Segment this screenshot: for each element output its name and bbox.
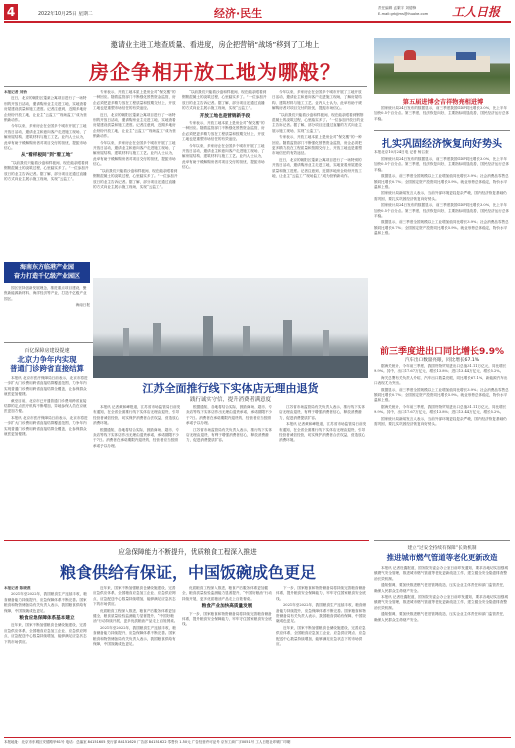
top-article-text-col1: 本报记者 刘怡 近日，北京的朝阳区蓬莱公寓项目进行了一场特别的开放日活动，邀请购房业主走进工地，实地查看房屋建设质量和施工进度。记者注意到，近期多地房企纷纷开放工地，让业主“云监工”“现场监工”成为营销新动作。 今年以来，多家房企在全国多个城市开展了工地开放日活动，邀请业主和意向客户走进施工现场，了解房屋结构、建筑材料与施工工艺。业内人士认为，此举有助于缓解购房者对项目交付的担忧，提振市场信心。 从“看样板间”到“看工地” “以前我们只能看沙盘和样板间，现在能亲眼看到钢筋混凝土的浇筑过程，心里踏实多了。”一位参加开放日的业主告诉记者。据了解，部分项目还通过直播的方式向业主展示施工现场，实现“云监工”。: [4, 90, 89, 182]
bottom-col4: 下一步，国家粮食和物资储备局将持续完善粮食储备体系，提升粮食安全保障能力，牢牢守住国家粮食安全底线。 2021年至2022年，我国粮食生产连续丰收，粮食储备能力持续提升，应急保障体系不断完善。国家粮食和物资储备局有关负责人表示，我国粮食供给有保障，中国饭碗成色更足。 近年来，国家不断加强粮食仓储设施建设，完善应急供应体系，全国粮食应急加工企业、应急供应网点、应急配送中心数量持续增加，能够满足应急状态下的市场供应。: [276, 586, 366, 647]
sidebar-body: 国家统计局24日发布的数据显示，前三季度我国GDP同比增长3.0%，比上半年加快0.5个百分点。第三季度，经济恢复向好，主要指标明显改善，国民经济运行总体平稳。 数据显示，前三季度全国规模以上工业增加值同比增长3.9%；社会消费品零售总额同比增长0.7%；全国固定资产投资同比增长5.9%。就业形势总体稳定，物价水平温和上涨。 国家统计局新闻发言人表示，当前外部环境更趋复杂严峻，国内经济恢复基础仍需巩固，要扎实巩固经济恢复向好势头。 国家统计局24日发布的数据显示，前三季度我国GDP同比增长3.0%，比上半年加快0.5个百分点。第三季度，经济恢复向好，主要指标明显改善，国民经济运行总体平稳。 数据显示，前三季度全国规模以上工业增加值同比增长3.9%；社会消费品零售总额同比增长0.7%；全国固定资产投资同比增长5.9%。就业形势总体稳定，物价水平温和上涨。: [374, 157, 510, 236]
bottom-section-rule: [4, 540, 369, 541]
middle-body-col1: 本报讯 记者黄和峰报道，江苏省市场监管局日前发布通知，在全省全面推行线下实体店无理由退货，引导经营者诚信经营，切实保护消费者合法权益，营造放心消费环境。 根据通知，各地将结合实际，鼓励商场、超市、专卖店等线下实体店作出无理由退货承诺，承诺期限不少于7日。消费者在承诺期限内退货的，经营者应当按照承诺予以办理。: [93, 405, 181, 448]
divider: [4, 86, 367, 87]
top-article-text-col2: 专家表示，开放工地本质上是房企对“保交楼”的一种回应。随着监管部门不断强化预售资金监管，房企必须把更多精力放在工程质量和按期交付上，开放工地也是重塑市场信任的有效途径。 近日，北京的朝阳区蓬莱公寓项目进行了一场特别的开放日活动，邀请购房业主走进工地，实地查看房屋建设质量和施工进度。记者注意到，近期多地房企纷纷开放工地，让业主“云监工”“现场监工”成为营销新动作。 今年以来，多家房企在全国多个城市开展了工地开放日活动，邀请业主和意向客户走进施工现场，了解房屋结构、建筑材料与施工工艺。业内人士认为，此举有助于缓解购房者对项目交付的担忧，提振市场信心。 “以前我们只能看沙盘和样板间，现在能亲眼看到钢筋混凝土的浇筑过程，心里踏实多了。”一位参加开放日的业主告诉记者。据了解，部分项目还通过直播的方式向业主展示施工现场，实现“云监工”。: [93, 90, 178, 189]
bottom-col1: 本报记者 陈晓燕 2021年至2022年，我国粮食生产连续丰收，粮食储备能力持续提升，应急保障体系不断完善。国家粮食和物资储备局有关负责人表示，我国粮食供给有保障，中国饭碗成色更足。 粮食应急保障体系基本建立 近年来，国家不断加强粮食仓储设施建设，完善应急供应体系，全国粮食应急加工企业、应急供应网点、应急配送中心数量持续增加，能够满足应急状态下的市场供应。: [4, 586, 90, 736]
bottom-subhead-2: 粮食产业加快高质量发展: [201, 604, 253, 610]
trade-headline: 前三季度进出口同比增长9.9%: [380, 347, 504, 357]
gas-kicker: 建立“过安全持续有保障”长效机制: [407, 546, 477, 551]
middle-subhead: 践行诚实守信，提升消费者满意度: [190, 397, 271, 403]
middle-body-col2: 根据通知，各地将结合实际，鼓励商场、超市、专卖店等线下实体店作出无理由退货承诺，承诺期限不少于7日。消费者在承诺期限内退货的，经营者应当按照承诺予以办理。 江苏省市场监管局有关负责人表示，推行线下实体店无理由退货，有利于增强消费者信心，释放消费潜力，促进消费提质扩容。: [186, 405, 273, 443]
top-subhead-1: 从“看样板间”到“看工地”: [21, 153, 73, 159]
photo-caption-text: 国家统计局24日发布的数据显示，前三季度我国GDP同比增长3.0%，比上半年加快0.5个百分点。第三季度，经济恢复向好，主要指标明显改善，国民经济运行总体平稳。: [374, 106, 510, 121]
box-headline: 北京力争年内实现 普通门诊跨省直接结算: [10, 355, 84, 373]
bottom-subhead-1: 粮食应急保障体系基本建立: [19, 616, 75, 622]
trade-subhead: 汽车出口数量亮眼，同比增长67.1%: [404, 358, 480, 363]
ad-banner: 海南东方临港产业园 奋力打造千亿级产业园区: [4, 262, 90, 283]
page-number: 4: [4, 4, 18, 20]
top-article-text-col3: “以前我们只能看沙盘和样板间，现在能亲眼看到钢筋混凝土的浇筑过程，心里踏实多了。”一位参加开放日的业主告诉记者。据了解，部分项目还通过直播的方式向业主展示施工现场，实现“云监工”。 开放工地也是营销新手段 专家表示，开放工地本质上是房企对“保交楼”的一种回应。随着监管部门不断强化预售资金监管，房企必须把更多精力放在工程质量和按期交付上，开放工地也是重塑市场信任的有效途径。 今年以来，多家房企在全国多个城市开展了工地开放日活动，邀请业主和意向客户走进施工现场，了解房屋结构、建筑材料与施工工艺。业内人士认为，此举有助于缓解购房者对项目交付的担忧，提振市场信心。: [182, 90, 267, 170]
box-body: 本报讯 北京市医疗保障局日前表示，北京市将进一步扩大门诊费用跨省直接结算覆盖范围，力争年内实现普通门诊费用跨省直接结算全覆盖，让参保群众就医更加便捷。 截至目前，北京市已开通普通门诊费用跨省直接结算的定点医疗机构不断增加，异地参保人员在京就医更加方便。 本报讯 北京市医疗保障局日前表示，北京市将进一步扩大门诊费用跨省直接结算覆盖范围，力争年内实现普通门诊费用跨省直接结算全覆盖，让参保群众就医更加便捷。: [4, 376, 88, 437]
middle-headline: 江苏全面推行线下实体店无理由退货: [142, 382, 319, 395]
bottom-headline: 粮食供给有保证，中国饭碗成色更足: [59, 563, 316, 582]
photo-caption: 第五届进博会吉祥物亮相进博: [402, 99, 484, 106]
box-kicker: 百亿保障房建设提速: [24, 348, 70, 354]
trade-body: 据海关统计，今年前三季度，我国货物贸易进出口总值31.11万亿元，同比增长9.9%。其中，出口17.67万亿元，增长13.8%；进口13.44万亿元，增长5.2%。 海关总署有关负责人介绍，汽车出口数量亮眼，同比增长67.1%，新能源汽车出口表现尤为突出。 数据显示，前三季度全国规模以上工业增加值同比增长3.9%；社会消费品零售总额同比增长0.7%；全国固定资产投资同比增长5.9%。就业形势总体稳定，物价水平温和上涨。 据海关统计，今年前三季度，我国货物贸易进出口总值31.11万亿元，同比增长9.9%。其中，出口17.67万亿元，增长13.8%；进口13.44万亿元，增长5.2%。 国家统计局新闻发言人表示，当前外部环境更趋复杂严峻，国内经济恢复基础仍需巩固，要扎实巩固经济恢复向好势头。: [374, 364, 509, 427]
editor-email: E-mail:grbjjms@ihuoke.com: [378, 12, 429, 16]
gas-body: 本报讯 记者杜鑫报道，国务院安委会办公室日前印发通知，要求各地切实加强城镇燃气安全管理，推进城市燃气管道等老化更新改造工作，建立健全安全隐患排查整治长效机制。 通知强调，要加快推进燃气老旧管网改造，压实企业主体责任和部门监管责任，确保人民群众生命财产安全。 本报讯 记者杜鑫报道，国务院安委会办公室日前印发通知，要求各地切实加强城镇燃气安全管理，推进城市燃气管道等老化更新改造工作，建立健全安全隐患排查整治长效机制。 通知强调，要加快推进燃气老旧管网改造，压实企业主体责任和部门监管责任，确保人民群众生命财产安全。: [374, 566, 508, 622]
top-article-kicker: 邀请业主进工地查质量、看进度，房企把营销“战场”移到了工地上: [110, 40, 320, 49]
section-name: 经济·民生: [214, 7, 263, 20]
top-article-headline: 房企争相开放工地为哪般？: [89, 60, 341, 84]
bottom-col3: 优质粮食工程深入推进，粮食产后服务体系更加健全，粮食质量检验监测能力显著提升，“中国好粮油”行动持续开展，更多优质粮油产品走上百姓餐桌。 粮食产业加快高质量发展 下一步，国家粮食和物资储备局将持续完善粮食储备体系，提升粮食安全保障能力，牢牢守住国家粮食安全底线。: [182, 586, 272, 627]
editor-credit: 责任编辑 孟繁宇 刘德锋: [378, 6, 417, 10]
footer-rule: [4, 737, 511, 738]
footer-text: 本报地址：北京市东城区安德路甲61号 电话：总编室 84151605 发行部 84151620 广告部 84151622 零售价 1.50元 广告经营许可证号 京东工商广字0051号 工人日报社印刷厂印刷: [4, 740, 291, 744]
masthead-rule: [4, 21, 511, 23]
gas-headline: 推进城市燃气管道等老化更新改造: [386, 553, 498, 562]
bottom-col2: 近年来，国家不断加强粮食仓储设施建设，完善应急供应体系，全国粮食应急加工企业、应急供应网点、应急配送中心数量持续增加，能够满足应急状态下的市场供应。 优质粮食工程深入推进，粮食产后服务体系更加健全，粮食质量检验监测能力显著提升，“中国好粮油”行动持续开展，更多优质粮油产品走上百姓餐桌。 2021年至2022年，我国粮食生产连续丰收，粮食储备能力持续提升，应急保障体系不断完善。国家粮食和物资储备局有关负责人表示，我国粮食供给有保障，中国饭碗成色更足。: [93, 586, 178, 647]
expo-photo: [374, 38, 510, 94]
bottom-kicker: 应急保障能力不断提升，优质粮食工程深入推进: [118, 548, 257, 556]
top-article-text-col4: 今年以来，多家房企在全国多个城市开展了工地开放日活动，邀请业主和意向客户走进施工现场，了解房屋结构、建筑材料与施工工艺。业内人士认为，此举有助于缓解购房者对项目交付的担忧，提振市场信心。 “以前我们只能看沙盘和样板间，现在能亲眼看到钢筋混凝土的浇筑过程，心里踏实多了。”一位参加开放日的业主告诉记者。据了解，部分项目还通过直播的方式向业主展示施工现场，实现“云监工”。 专家表示，开放工地本质上是房企对“保交楼”的一种回应。随着监管部门不断强化预售资金监管，房企必须把更多精力放在工程质量和按期交付上，开放工地也是重塑市场信任的有效途径。 近日，北京的朝阳区蓬莱公寓项目进行了一场特别的开放日活动，邀请购房业主走进工地，实地查看房屋建设质量和施工进度。记者注意到，近期多地房企纷纷开放工地，让业主“云监工”“现场监工”成为营销新动作。: [272, 90, 364, 179]
middle-body-col3: 江苏省市场监管局有关负责人表示，推行线下实体店无理由退货，有利于增强消费者信心，释放消费潜力，促进消费提质扩容。 本报讯 记者黄和峰报道，江苏省市场监管局日前发布通知，在全省全面推行线下实体店无理由退货，引导经营者诚信经营，切实保护消费者合法权益，营造放心消费环境。: [279, 405, 367, 443]
top-subhead-2: 开放工地也是营销新手段: [199, 113, 251, 119]
city-photo: [93, 278, 368, 378]
issue-date: 2022年10月25日 星期二: [38, 12, 93, 17]
ad-body: 园区坚持创新发展理念，推进重点项目建设，聚焦新能源新材料、海洋经济等产业，打造千亿级产业园区。 海南日报: [4, 286, 90, 308]
divider: [374, 130, 510, 131]
sidebar-byline: 本报北京10月24日电 记者 杨召奎: [374, 150, 429, 154]
newspaper-logo: 工人日报: [452, 5, 501, 19]
sidebar-headline: 扎实巩固经济恢复向好势头: [382, 139, 502, 150]
divider: [374, 540, 510, 541]
